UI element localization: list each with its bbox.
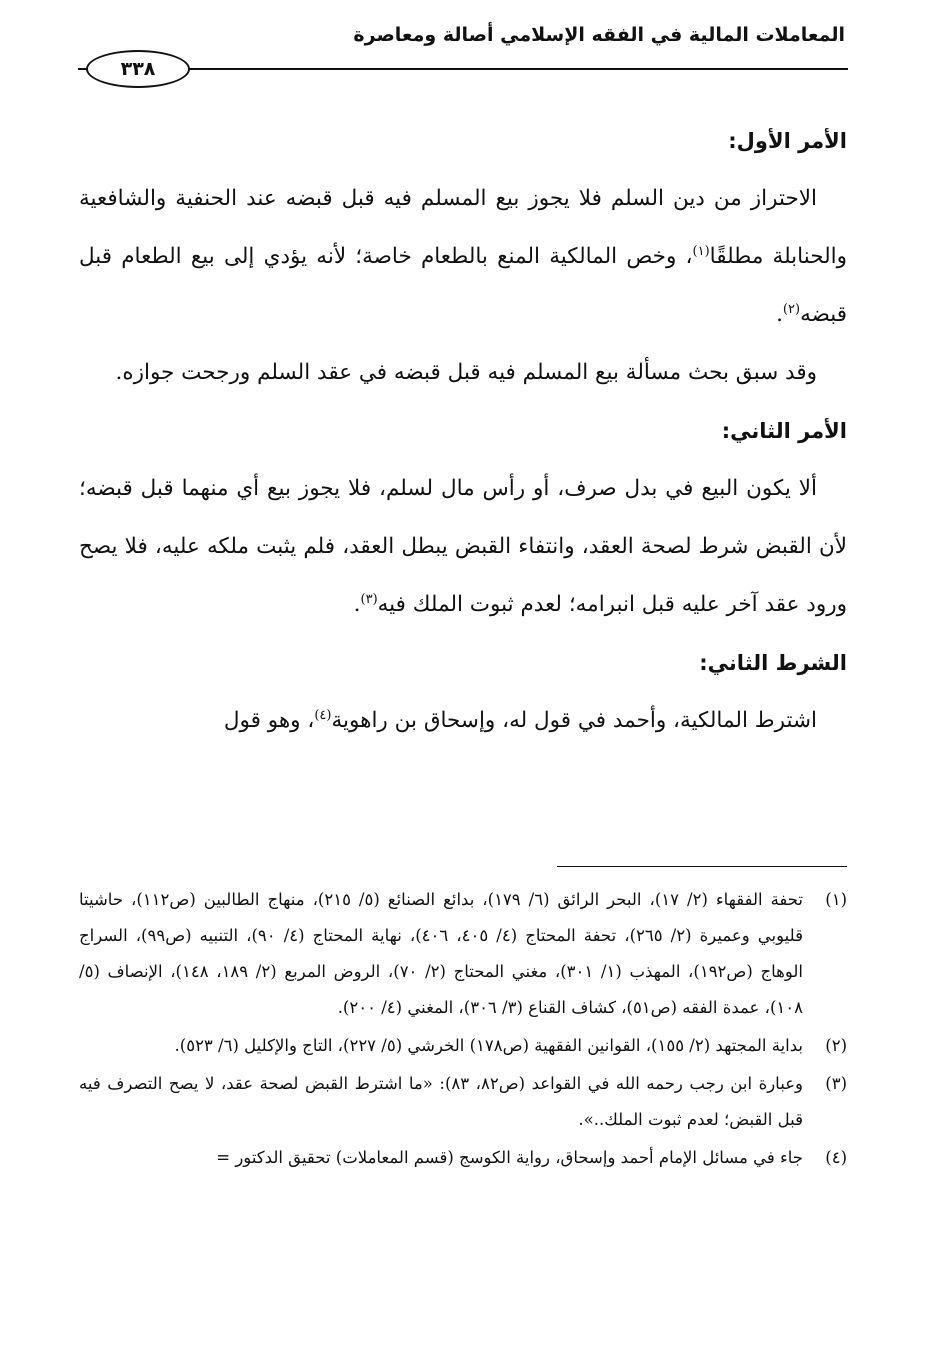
footnote-text: بداية المجتهد (٢/ ١٥٥)، القوانين الفقهية (ص١٧٨) الخرشي (٥/ ٢٢٧)، التاج والإكليل (٦/ ٥٢٣).: [174, 1036, 803, 1055]
footnote-item: [79, 1066, 847, 1138]
paragraph-text: ألا يكون البيع في بدل صرف، أو رأس مال لسلم، فلا يجوز بيع أي منهما قبل قبضه؛ لأن القبض شرط لصحة العقد، وانتفاء القبض يبطل العقد، فلم يثبت ملكه عليه، فلا يصح ورود عقد آخر عليه قبل انبرامه؛ لعدم ثبوت الملك فيه: [79, 476, 847, 617]
footnote-separator: [557, 866, 847, 867]
paragraph-text: اشترط المالكية، وأحمد في قول له، وإسحاق بن راهوية: [331, 708, 817, 733]
footnote-text: جاء في مسائل الإمام أحمد وإسحاق، رواية الكوسج (قسم المعاملات) تحقيق الدكتور =: [216, 1148, 803, 1167]
footnote-item: [79, 882, 847, 1026]
footnote-number: (١): [825, 890, 847, 909]
footnote-item: [79, 1028, 847, 1064]
paragraph-previous-discussion: وقد سبق بحث مسألة بيع المسلم فيه قبل قبضه في عقد السلم ورجحت جوازه.: [115, 360, 817, 385]
footnote-number: (٢): [825, 1036, 847, 1055]
paragraph-salam-debt: [79, 170, 847, 344]
page-number-badge: ٣٣٨: [86, 50, 190, 88]
footnote-ref-3[interactable]: (٣): [360, 591, 378, 607]
paragraph-text: الاحتراز من دين السلم فلا يجوز بيع المسلم فيه قبل قبضه عند الحنفية والشافعية والحنابلة مطلقًا: [79, 186, 847, 269]
paragraph-text: .: [353, 592, 361, 617]
footnote-text: وعبارة ابن رجب رحمه الله في القواعد (ص٨٢، ٨٣): «ما اشترط القبض لصحة عقد، لا يصح التصرف فيه قبل القبض؛ لعدم ثبوت الملك..».: [79, 1074, 804, 1129]
footnote-text: تحفة الفقهاء (٢/ ١٧)، البحر الرائق (٦/ ١٧٩)، بدائع الصنائع (٥/ ٢١٥)، منهاج الطالبين (ص١١٢)، حاشيتا قليوبي وعميرة (٢/ ٢٦٥)، تحفة المحتاج (٤/ ٤٠٥، ٤٠٦)، نهاية المحتاج (٤/ ٩٠)، التنبيه (ص٩٩)، السراج الوهاج (ص١٩٢)، المهذب (١/ ٣٠١)، مغني المحتاج (٢/ ٧٠)، الروض المربع (٢/ ١٨٩، ١٤٨)، الإنصاف (٥/ ١٠٨)، عمدة الفقه (ص٥١)، كشاف القناع (٣/ ٣٠٦)، المغني (٤/ ٢٠٠).: [79, 890, 804, 1017]
footnotes-section: [79, 882, 847, 1178]
paragraph-second-condition: [79, 692, 847, 750]
section-heading-second-condition: الشرط الثاني:: [699, 651, 847, 675]
header-rule: [78, 68, 848, 70]
running-head-title: المعاملات المالية في الفقه الإسلامي أصالة ومعاصرة: [353, 24, 845, 46]
footnote-number: (٣): [825, 1074, 847, 1093]
footnote-item: [79, 1140, 847, 1176]
section-heading-second-matter: الأمر الثاني:: [721, 419, 847, 443]
paragraph-text: ، وهو قول: [223, 708, 315, 733]
footnote-ref-1[interactable]: (١): [692, 243, 710, 259]
footnote-ref-2[interactable]: (٢): [782, 301, 801, 317]
main-text: [79, 112, 847, 750]
section-heading-first-matter: الأمر الأول:: [728, 129, 847, 153]
footnote-number: (٤): [825, 1148, 847, 1167]
paragraph-text: ، وخص المالكية المنع بالطعام خاصة؛ لأنه يؤدي إلى بيع الطعام قبل قبضه: [79, 244, 847, 327]
paragraph-text: .: [776, 302, 783, 327]
footnote-ref-4[interactable]: (٤): [314, 707, 332, 723]
paragraph-exchange-capital: [79, 460, 847, 634]
